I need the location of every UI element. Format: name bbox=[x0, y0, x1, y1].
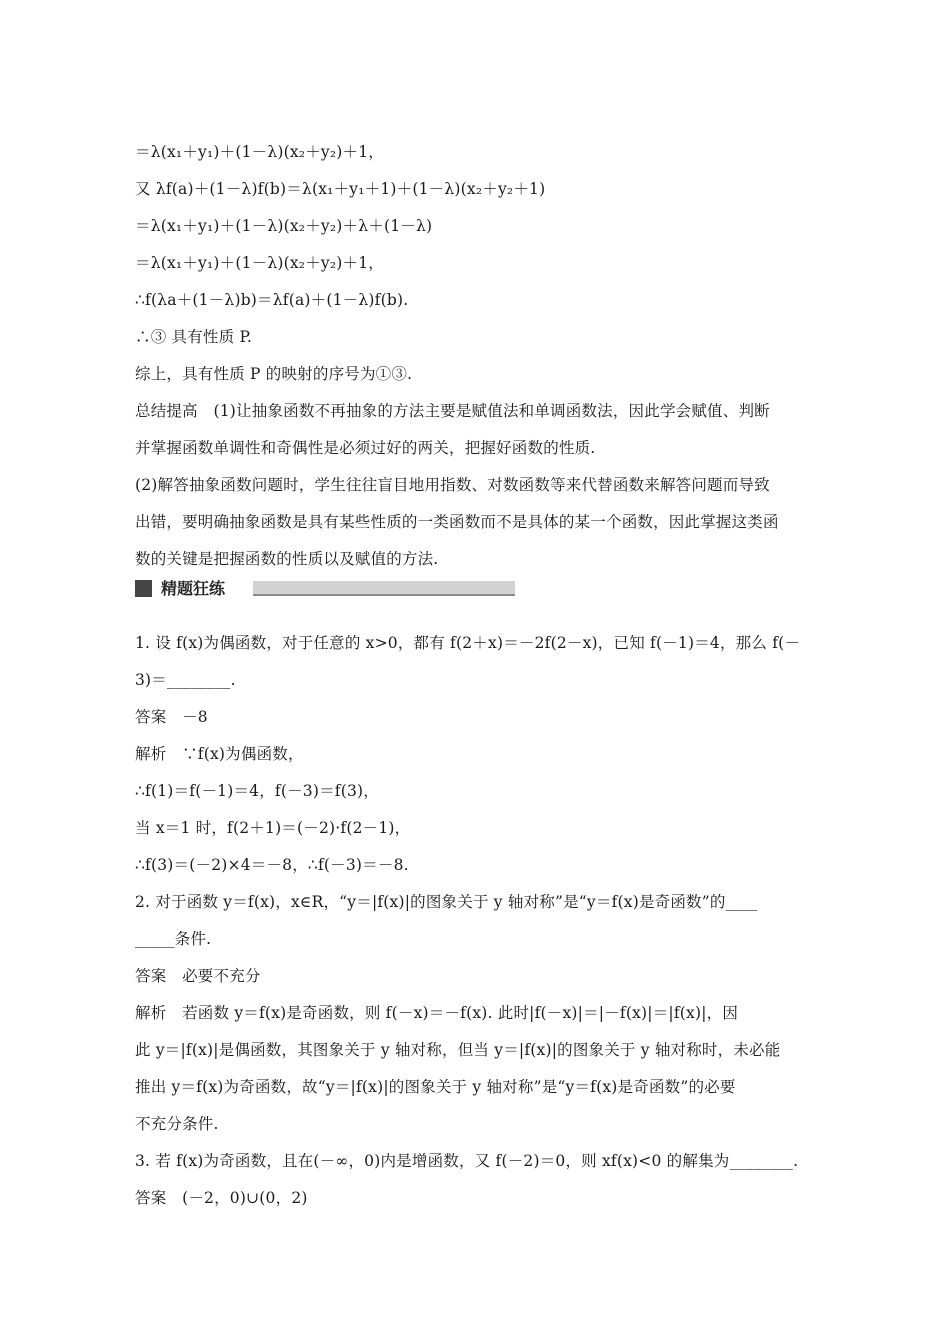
problem-line: 2. 对于函数 y＝f(x)，x∈R，“y＝|f(x)|的图象关于 y 轴对称”是“y＝f(x)是奇函数”的____ bbox=[135, 893, 758, 911]
text-line: 并掌握函数单调性和奇偶性是必须过好的两关，把握好函数的性质. bbox=[135, 439, 596, 457]
analysis-line: 解析 若函数 y＝f(x)是奇函数，则 f(－x)＝－f(x). 此时|f(－x)|＝|－f(x)|＝|f(x)|，因 bbox=[135, 1004, 739, 1022]
analysis-line: 当 x＝1 时，f(2＋1)＝(－2)·f(2－1)， bbox=[135, 819, 411, 837]
text-line: 数的关键是把握函数的性质以及赋值的方法. bbox=[135, 550, 439, 568]
problem-line: 3. 若 f(x)为奇函数，且在(－∞，0)内是增函数，又 f(－2)＝0，则 xf(x)<0 的解集为________. bbox=[135, 1152, 799, 1170]
section-header bbox=[135, 578, 515, 600]
analysis-line: 推出 y＝f(x)为奇函数，故“y＝|f(x)|的图象关于 y 轴对称”是“y＝f(x)是奇函数”的必要 bbox=[135, 1078, 736, 1096]
section-square-icon bbox=[135, 580, 152, 597]
text-line: ＝λ(x₁＋y₁)＋(1－λ)(x₂＋y₂)＋λ＋(1－λ) bbox=[135, 217, 433, 235]
answer-line: 答案 (－2，0)∪(0，2) bbox=[135, 1189, 308, 1207]
analysis-line: ∴f(1)＝f(－1)＝4，f(－3)＝f(3)， bbox=[135, 782, 379, 800]
text-line: 又 λf(a)＋(1－λ)f(b)＝λ(x₁＋y₁＋1)＋(1－λ)(x₂＋y₂＋1) bbox=[135, 180, 546, 198]
text-line: ∴f(λa＋(1－λ)b)＝λf(a)＋(1－λ)f(b). bbox=[135, 291, 409, 309]
problem-line: 1. 设 f(x)为偶函数，对于任意的 x>0，都有 f(2＋x)＝－2f(2－x)，已知 f(－1)＝4，那么 f(－ bbox=[135, 634, 801, 652]
analysis-line: 此 y＝|f(x)|是偶函数，其图象关于 y 轴对称，但当 y＝|f(x)|的图象关于 y 轴对称时，未必能 bbox=[135, 1041, 781, 1059]
text-line: ∴③ 具有性质 P. bbox=[135, 328, 253, 346]
analysis-line: 解析 ∵f(x)为偶函数， bbox=[135, 745, 304, 763]
answer-line: 答案 必要不充分 bbox=[135, 967, 261, 985]
text-line: 出错，要明确抽象函数是具有某些性质的一类函数而不是具体的某一个函数，因此掌握这类函 bbox=[135, 513, 779, 531]
section-divider-bar bbox=[253, 581, 515, 596]
text-line: ＝λ(x₁＋y₁)＋(1－λ)(x₂＋y₂)＋1， bbox=[135, 254, 385, 272]
text-line: 综上，具有性质 P 的映射的序号为①③. bbox=[135, 365, 413, 383]
text-line: ＝λ(x₁＋y₁)＋(1－λ)(x₂＋y₂)＋1， bbox=[135, 143, 385, 161]
text-line: (2)解答抽象函数问题时，学生往往盲目地用指数、对数函数等来代替函数来解答问题而导致 bbox=[135, 476, 770, 494]
section-title: 精题狂练 bbox=[161, 579, 226, 598]
problem-line: 3)＝________. bbox=[135, 671, 236, 689]
analysis-line: ∴f(3)＝(－2)×4＝－8，∴f(－3)＝－8. bbox=[135, 856, 409, 874]
analysis-line: 不充分条件. bbox=[135, 1115, 219, 1133]
answer-line: 答案 －8 bbox=[135, 708, 208, 726]
problem-line: _____条件. bbox=[135, 930, 212, 948]
text-line: 总结提高 (1)让抽象函数不再抽象的方法主要是赋值法和单调函数法，因此学会赋值、判断 bbox=[135, 402, 770, 420]
